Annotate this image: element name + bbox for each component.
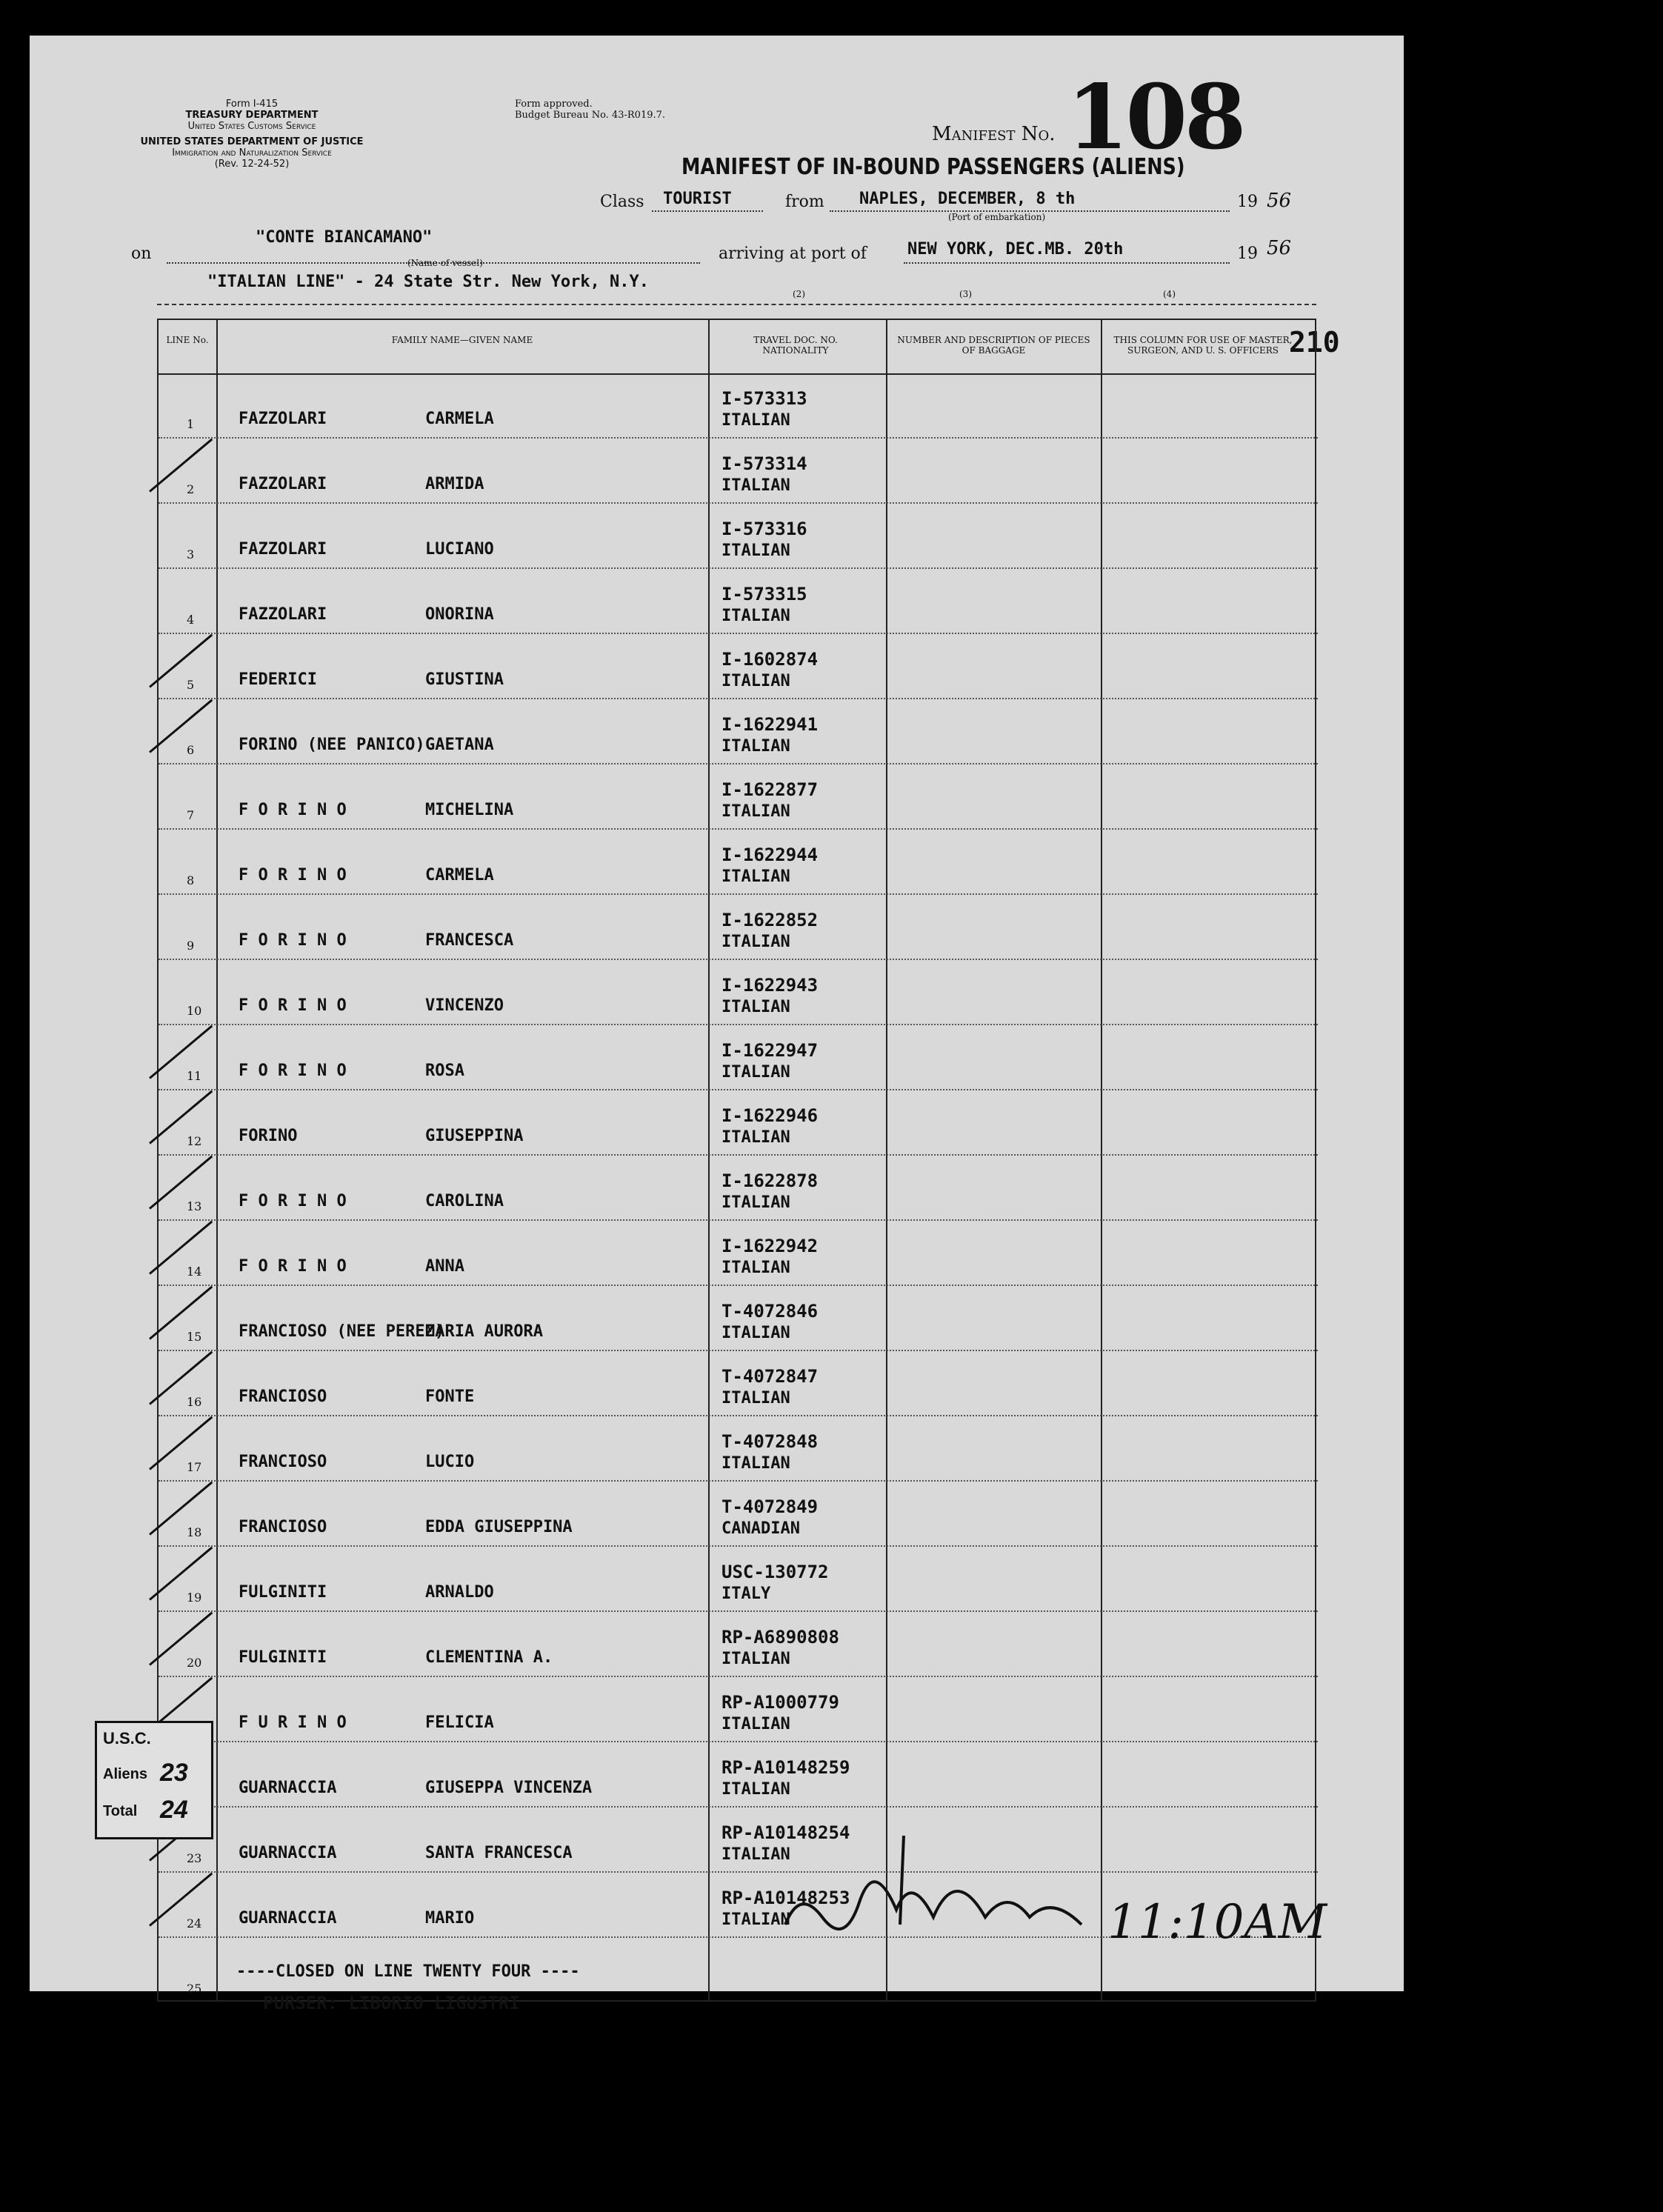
nationality: ITALIAN [721, 1780, 790, 1799]
travel-doc-number: I-1622947 [721, 1040, 819, 1061]
travel-doc-number: RP-A10148254 [721, 1822, 850, 1843]
col-header-officers: THIS COLUMN FOR USE OF MASTER, SURGEON, AND U. S. OFFICERS [1113, 335, 1293, 356]
travel-doc-number: RP-A6890808 [721, 1627, 839, 1648]
class-label: Class [600, 193, 644, 211]
nationality: ITALIAN [721, 737, 790, 756]
given-name: FONTE [425, 1388, 475, 1406]
travel-doc-number: I-573314 [721, 453, 807, 474]
family-name: F O R I N O [239, 996, 347, 1015]
travel-doc-number: RP-A1000779 [721, 1692, 839, 1713]
family-name: FULGINITI [239, 1648, 327, 1667]
line-number: 20 [187, 1656, 202, 1670]
line-number: 7 [187, 808, 195, 822]
customs-service: United States Customs Service [187, 121, 316, 132]
family-name: FRANCIOSO (NEE PEREZ) [239, 1322, 445, 1341]
table-row [159, 439, 1318, 504]
table-row [159, 504, 1318, 569]
line-number: 14 [187, 1265, 202, 1279]
vessel-name: "CONTE BIANCAMANO" [256, 228, 433, 247]
justice-dept: UNITED STATES DEPARTMENT OF JUSTICE [140, 136, 364, 147]
manifest-page [30, 36, 1404, 2013]
table-row [159, 1221, 1318, 1286]
checkmark-stroke [149, 1547, 213, 1601]
nationality: ITALIAN [721, 933, 790, 951]
given-name: GAETANA [425, 736, 494, 754]
travel-doc-number: RP-A10148259 [721, 1757, 850, 1778]
line-number: 9 [187, 939, 195, 953]
family-name: GUARNACCIA [239, 1844, 337, 1862]
table-row [159, 960, 1318, 1025]
year-prefix-arrival: 19 [1237, 244, 1258, 263]
line-number: 19 [187, 1590, 202, 1605]
table-row [159, 1090, 1318, 1156]
travel-doc-number: I-1602874 [721, 649, 819, 670]
nationality: ITALY [721, 1585, 771, 1603]
family-name: GUARNACCIA [239, 1779, 337, 1797]
given-name: SANTA FRANCESCA [425, 1844, 573, 1862]
total-value: 24 [160, 1796, 188, 1824]
family-name: FAZZOLARI [239, 540, 327, 559]
usc-aliens-total-box [95, 1721, 213, 1839]
nationality: ITALIAN [721, 411, 790, 430]
family-name: F O R I N O [239, 1257, 347, 1276]
stamp-number: 210 [1289, 326, 1340, 359]
given-name: MICHELINA [425, 801, 514, 819]
family-name: FRANCIOSO [239, 1453, 327, 1471]
purser-name: PURSER: LIBORIO LIGUSTRI [263, 1993, 520, 2013]
document-title: MANIFEST OF IN-BOUND PASSENGERS (ALIENS) [681, 154, 1185, 180]
revision: (Rev. 12-24-52) [214, 159, 290, 170]
line-number: 1 [187, 417, 195, 431]
travel-doc-number: I-573315 [721, 584, 807, 604]
given-name: ONORINA [425, 605, 494, 624]
year-arrival: 56 [1267, 237, 1292, 259]
line-number: 18 [187, 1525, 202, 1539]
col-header-line-no: LINE No. [166, 335, 209, 345]
manifest-number: 108 [1067, 65, 1244, 170]
travel-doc-number: I-573316 [721, 519, 807, 539]
checkmark-stroke [149, 1351, 213, 1405]
total-label: Total [103, 1803, 138, 1819]
table-row [159, 1808, 1318, 1873]
family-name: FAZZOLARI [239, 475, 327, 493]
from-value: NAPLES, DECEMBER, 8 th [859, 190, 1076, 208]
line-number: 16 [187, 1395, 202, 1409]
travel-doc-number: I-1622877 [721, 779, 819, 800]
nationality: ITALIAN [721, 998, 790, 1016]
travel-doc-number: T-4072847 [721, 1366, 819, 1387]
from-label: from [785, 193, 824, 211]
table-row [159, 699, 1318, 764]
nationality: ITALIAN [721, 1324, 790, 1342]
given-name: EDDA GIUSEPPINA [425, 1518, 573, 1536]
travel-doc-number: I-1622852 [721, 910, 819, 930]
family-name: F O R I N O [239, 1192, 347, 1210]
checkmark-stroke [149, 1482, 213, 1536]
nationality: ITALIAN [721, 1715, 790, 1733]
nationality: ITALIAN [721, 1650, 790, 1668]
port-embarkation-caption: (Port of embarkation) [948, 212, 1046, 222]
form-approved: Form approved. [515, 99, 593, 110]
travel-doc-number: USC-130772 [721, 1562, 829, 1582]
table-row [159, 1286, 1318, 1351]
nationality: ITALIAN [721, 1193, 790, 1212]
given-name: ARNALDO [425, 1583, 494, 1602]
table-row [159, 764, 1318, 830]
family-name: F O R I N O [239, 801, 347, 819]
nationality: ITALIAN [721, 476, 790, 495]
family-name: F U R I N O [239, 1713, 347, 1732]
nationality: ITALIAN [721, 1845, 790, 1864]
checkmark-stroke [149, 1416, 213, 1470]
year-from: 56 [1267, 190, 1292, 212]
travel-doc-number: T-4072846 [721, 1301, 819, 1322]
travel-doc-number: I-1622943 [721, 975, 819, 996]
nationality: ITALIAN [721, 802, 790, 821]
checkmark-stroke [149, 1090, 213, 1145]
given-name: MARIA AURORA [425, 1322, 543, 1341]
col-header-name: FAMILY NAME—GIVEN NAME [391, 335, 533, 345]
travel-doc-number: I-1622944 [721, 845, 819, 865]
given-name: FELICIA [425, 1713, 494, 1732]
arrival-port: NEW YORK, DEC.MB. 20th [907, 240, 1124, 259]
travel-doc-number: T-4072848 [721, 1431, 819, 1452]
checkmark-stroke [149, 699, 213, 753]
year-prefix-from: 19 [1237, 193, 1258, 211]
table-row [159, 373, 1318, 439]
col-marker-4: (4) [1163, 289, 1176, 299]
family-name: GUARNACCIA [239, 1909, 337, 1928]
table-row [159, 1677, 1318, 1742]
table-row [159, 1156, 1318, 1221]
col-marker-3: (3) [959, 289, 972, 299]
family-name: FRANCIOSO [239, 1518, 327, 1536]
travel-doc-number: T-4072849 [721, 1496, 819, 1517]
line-number: 23 [187, 1851, 202, 1865]
form-number: Form I-415 [225, 99, 279, 110]
line-number: 25 [187, 1982, 202, 1996]
nationality: ITALIAN [721, 1128, 790, 1147]
given-name: ROSA [425, 1062, 464, 1080]
line-number: 12 [187, 1134, 202, 1148]
family-name: F O R I N O [239, 866, 347, 885]
closed-line-text: ----CLOSED ON LINE TWENTY FOUR ---- [236, 1962, 580, 1981]
given-name: CAROLINA [425, 1192, 504, 1210]
nationality: ITALIAN [721, 1910, 790, 1929]
checkmark-stroke [149, 1612, 213, 1666]
nationality: CANADIAN [721, 1519, 800, 1538]
travel-doc-number: I-1622878 [721, 1170, 819, 1191]
form-approval [515, 99, 665, 121]
given-name: LUCIANO [425, 540, 494, 559]
col-marker-2: (2) [793, 289, 805, 299]
family-name: FRANCIOSO [239, 1388, 327, 1406]
travel-doc-number: I-1622942 [721, 1236, 819, 1256]
arriving-label: arriving at port of [719, 244, 867, 263]
travel-doc-number: I-573313 [721, 388, 807, 409]
line-number: 17 [187, 1460, 202, 1474]
handwritten-time: 11:10AM [1107, 1895, 1327, 1950]
on-label: on [131, 244, 152, 263]
line-number: 4 [187, 613, 195, 627]
line-number: 11 [187, 1069, 202, 1083]
given-name: FRANCESCA [425, 931, 514, 950]
table-row [159, 634, 1318, 699]
family-name: FORINO [239, 1127, 298, 1145]
family-name: FEDERICI [239, 670, 317, 689]
family-name: FAZZOLARI [239, 605, 327, 624]
nationality: ITALIAN [721, 1454, 790, 1473]
shipping-line: "ITALIAN LINE" - 24 State Str. New York, N.Y. [207, 273, 650, 291]
table-row [159, 1547, 1318, 1612]
line-number: 2 [187, 482, 195, 496]
family-name: FAZZOLARI [239, 410, 327, 428]
table-row [159, 1025, 1318, 1090]
family-name: F O R I N O [239, 1062, 347, 1080]
given-name: ANNA [425, 1257, 464, 1276]
line-number: 13 [187, 1199, 202, 1213]
checkmark-stroke [149, 1286, 213, 1340]
table-row [159, 1416, 1318, 1482]
given-name: GIUSTINA [425, 670, 504, 689]
given-name: GIUSEPPA VINCENZA [425, 1779, 593, 1797]
checkmark-stroke [149, 439, 213, 493]
checkmark-stroke [149, 1221, 213, 1275]
family-name: F O R I N O [239, 931, 347, 950]
travel-doc-number: I-1622941 [721, 714, 819, 735]
given-name: ARMIDA [425, 475, 484, 493]
col-header-baggage: NUMBER AND DESCRIPTION OF PIECES OF BAGGAGE [897, 335, 1090, 356]
given-name: GIUSEPPINA [425, 1127, 524, 1145]
nationality: ITALIAN [721, 607, 790, 625]
aliens-label: Aliens [103, 1766, 148, 1782]
nationality: ITALIAN [721, 1063, 790, 1082]
family-name: FORINO (NEE PANICO) [239, 736, 425, 754]
form-agency-header [126, 99, 378, 170]
table-row [159, 1612, 1318, 1677]
checkmark-stroke [149, 634, 213, 688]
table-row [159, 830, 1318, 895]
family-name: FULGINITI [239, 1583, 327, 1602]
line-number: 5 [187, 678, 195, 692]
table-row [159, 895, 1318, 960]
officer-signature [770, 1813, 1141, 1947]
travel-doc-number: RP-A10148253 [721, 1888, 850, 1908]
usc-label: U.S.C. [103, 1729, 151, 1748]
given-name: CARMELA [425, 410, 494, 428]
line-number: 6 [187, 743, 195, 757]
nationality: ITALIAN [721, 1259, 790, 1277]
given-name: MARIO [425, 1909, 475, 1928]
checkmark-stroke [149, 1873, 213, 1927]
line-number: 3 [187, 547, 195, 562]
checkmark-stroke [149, 1156, 213, 1210]
given-name: CLEMENTINA A. [425, 1648, 553, 1667]
col-header-travel-doc: TRAVEL DOC. NO. NATIONALITY [753, 335, 838, 356]
table-row [159, 1482, 1318, 1547]
table-row [159, 569, 1318, 634]
nationality: ITALIAN [721, 867, 790, 886]
line-number: 24 [187, 1916, 202, 1930]
treasury-dept: TREASURY DEPARTMENT [185, 110, 319, 121]
nationality: ITALIAN [721, 672, 790, 690]
manifest-no-label: Manifest No. [932, 123, 1056, 145]
line-number: 15 [187, 1330, 202, 1344]
table-row [159, 1742, 1318, 1808]
line-number: 10 [187, 1004, 202, 1018]
passenger-table [157, 319, 1316, 2002]
budget-bureau: Budget Bureau No. 43-R019.7. [515, 110, 666, 121]
checkmark-stroke [149, 1025, 213, 1079]
table-row [159, 1351, 1318, 1416]
given-name: VINCENZO [425, 996, 504, 1015]
travel-doc-number: I-1622946 [721, 1105, 819, 1126]
class-value: TOURIST [663, 190, 732, 208]
given-name: LUCIO [425, 1453, 475, 1471]
ins-service: Immigration and Naturalization Service [172, 147, 332, 159]
line-number: 8 [187, 873, 195, 887]
given-name: CARMELA [425, 866, 494, 885]
nationality: ITALIAN [721, 542, 790, 560]
vessel-caption: (Name of vessel) [407, 258, 483, 268]
nationality: ITALIAN [721, 1389, 790, 1408]
aliens-value: 23 [160, 1759, 188, 1787]
